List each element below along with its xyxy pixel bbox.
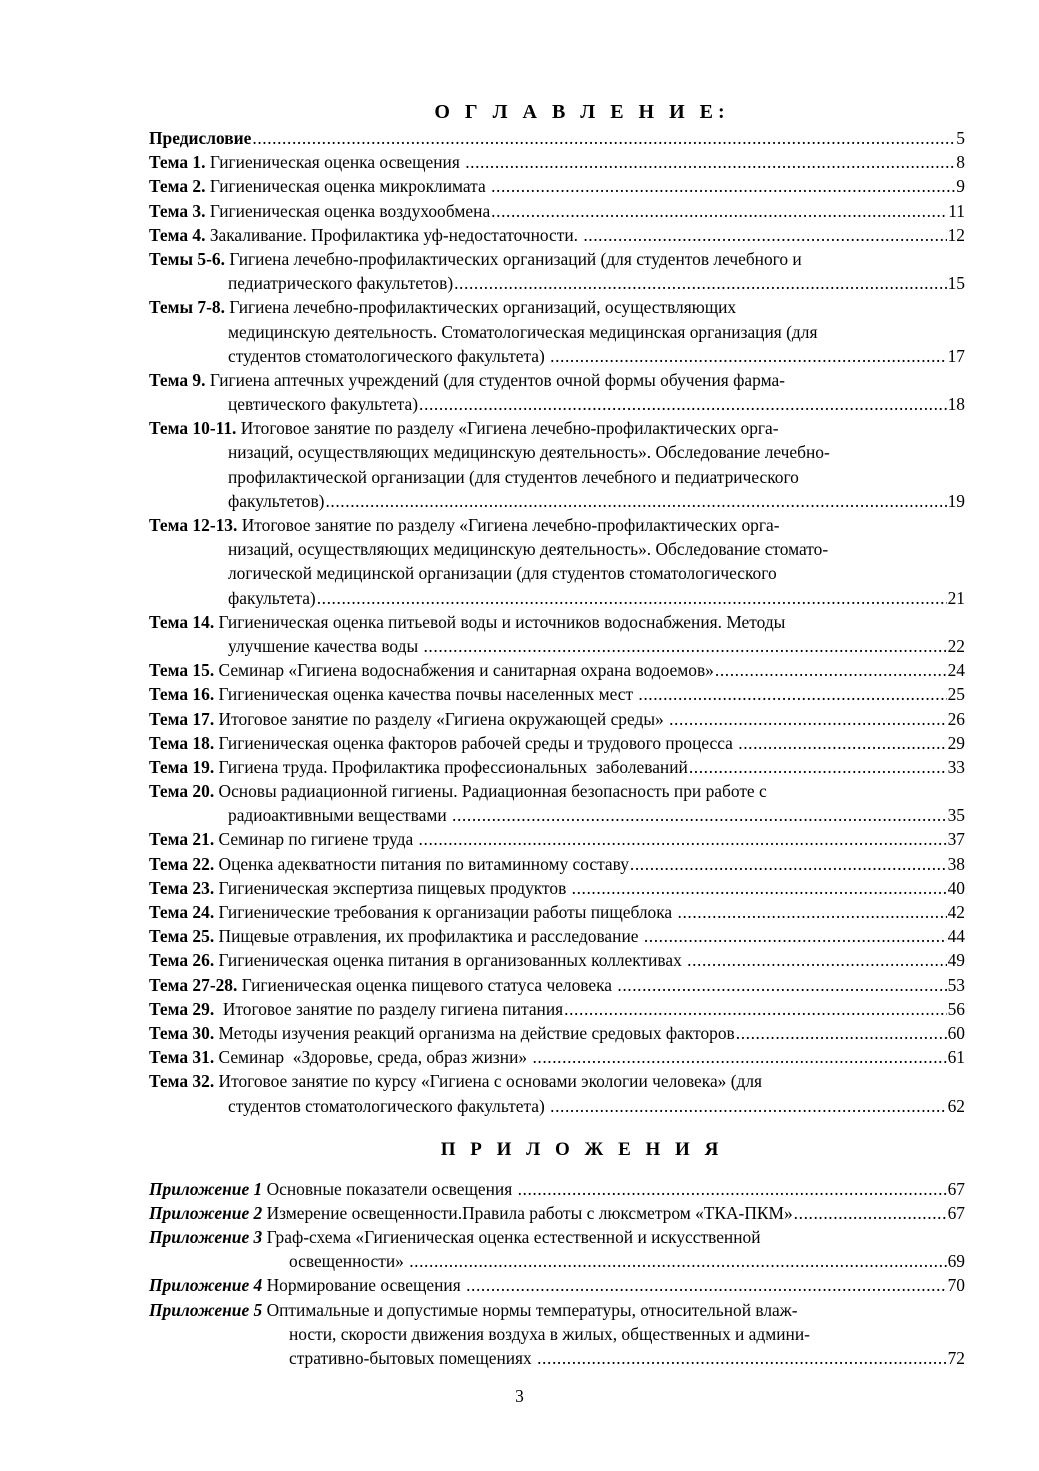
entry-text: Методы изучения реакций организма на действие средовых факторов (214, 1022, 735, 1043)
appendix-entry[interactable] (149, 1298, 965, 1371)
entry-page-number: 25 (947, 684, 965, 705)
toc-entry[interactable] (149, 368, 965, 416)
entry-page-number: 67 (947, 1202, 965, 1223)
entry-label: Тема 17. (149, 708, 215, 729)
toc-entry[interactable] (149, 1069, 965, 1117)
dot-leader (617, 973, 946, 997)
toc-entry[interactable] (149, 126, 965, 150)
entry-line (149, 271, 965, 295)
entry-text: Гигиена труда. Профилактика профессиональных заболеваний (214, 756, 688, 777)
entry-label: Тема 26. (149, 950, 215, 971)
dot-leader (550, 344, 946, 368)
dot-leader (669, 707, 947, 731)
dot-leader (252, 126, 955, 150)
dot-leader (452, 803, 947, 827)
entry-label: Тема 25. (149, 926, 215, 947)
entry-text: Гигиеническая оценка питьевой воды и источников водоснабжения. Методы (214, 611, 786, 632)
entry-text: Гигиеническая оценка качества почвы населенных мест (214, 684, 638, 705)
toc-title: О Г Л А В Л Е Н И Е: (434, 101, 730, 123)
dot-leader (638, 682, 946, 706)
entry-page-number: 17 (947, 345, 965, 366)
entry-line (149, 707, 965, 731)
dot-leader (491, 174, 955, 198)
entry-label: Тема 15. (149, 660, 215, 681)
entry-text: Гигиеническая оценка факторов рабочей среды и трудового процесса (214, 732, 738, 753)
entry-line (149, 223, 965, 247)
entry-line (149, 731, 965, 755)
entry-page-number: 42 (947, 902, 965, 922)
entry-label: Темы 5-6. (149, 248, 225, 269)
entry-label: Тема 10-11. (149, 418, 237, 439)
entry-label: Приложение 4 (149, 1275, 263, 1296)
entry-text: Итоговое занятие по разделу «Гигиена окружающей среды» (214, 708, 669, 729)
entry-page-number: 69 (947, 1251, 965, 1272)
entry-page-number: 67 (947, 1178, 965, 1199)
entry-line (149, 1249, 965, 1273)
entry-line (149, 344, 965, 368)
entry-text: педиатрического факультетов) (228, 273, 454, 294)
entry-line (149, 1225, 965, 1249)
dot-leader (689, 755, 947, 779)
toc-entry[interactable] (149, 876, 965, 900)
toc-entry[interactable] (149, 900, 965, 924)
entry-label: Тема 16. (149, 684, 215, 705)
entry-text: Основы радиационной гигиены. Радиационная безопасность при работе с (214, 781, 767, 802)
entry-label: Предисловие (149, 128, 252, 148)
entry-line (149, 827, 965, 851)
entry-line (149, 1322, 965, 1346)
entry-label: Тема 4. (149, 224, 206, 245)
entry-text: низаций, осуществляющих медицинскую деятельность». Обследование стомато- (228, 539, 829, 560)
toc-entry[interactable] (149, 174, 965, 198)
entry-label: Тема 23. (149, 877, 215, 898)
appendix-list (149, 1177, 965, 1371)
toc-entry[interactable] (149, 513, 965, 610)
entry-label: Тема 9. (149, 369, 206, 390)
entry-text: Итоговое занятие по курсу «Гигиена с основами экологии человека» (для (214, 1071, 763, 1092)
entry-line (149, 1273, 965, 1297)
entry-line (149, 561, 965, 585)
entry-text: ности, скорости движения воздуха в жилых, общественных и админи- (289, 1323, 810, 1344)
dot-leader (518, 1177, 947, 1201)
entry-text: Итоговое занятие по разделу «Гигиена лечебно-профилактических орга- (236, 418, 779, 439)
toc-entry[interactable] (149, 416, 965, 513)
entry-line (149, 586, 965, 610)
toc-entry[interactable] (149, 682, 965, 706)
toc-entry[interactable] (149, 973, 965, 997)
entry-text: Гигиеническая оценка микроклимата (205, 176, 491, 197)
entry-text: Семинар «Здоровье, среда, образ жизни» (214, 1047, 532, 1068)
entry-text: Закаливание. Профилактика уф-недостаточности. (205, 224, 583, 245)
toc-entry[interactable] (149, 707, 965, 731)
entry-text: Нормирование освещения (262, 1275, 466, 1296)
entry-page-number: 60 (947, 1022, 965, 1043)
entry-label: Тема 30. (149, 1022, 215, 1043)
entry-page-number: 35 (947, 805, 965, 826)
toc-entry[interactable] (149, 199, 965, 223)
entry-line (149, 1069, 965, 1093)
entry-line (149, 489, 965, 513)
entry-line (149, 658, 965, 682)
entry-text: Гигиеническая экспертиза пищевых продуктов (214, 877, 571, 898)
appendix-entry[interactable] (149, 1177, 965, 1201)
toc-entry[interactable] (149, 223, 965, 247)
dot-leader (630, 852, 947, 876)
entry-line (149, 368, 965, 392)
entry-line (149, 924, 965, 948)
entry-text: Оценка адекватности питания по витаминному составу (214, 853, 629, 874)
entry-label: Тема 24. (149, 902, 215, 922)
entry-line (149, 973, 965, 997)
entry-page-number: 72 (947, 1348, 965, 1368)
entry-page-number: 21 (947, 587, 965, 608)
entry-line (149, 900, 965, 924)
entry-text: Семинар «Гигиена водоснабжения и санитарная охрана водоемов» (214, 660, 714, 681)
dot-leader (738, 731, 946, 755)
entry-line (149, 948, 965, 972)
dot-leader (419, 392, 947, 416)
entry-text: факультета) (228, 587, 316, 608)
dot-leader (423, 634, 946, 658)
entry-text: Пищевые отравления, их профилактика и расследование (214, 926, 643, 947)
entry-line (149, 174, 965, 198)
entry-page-number: 15 (947, 273, 965, 294)
entry-text: Гигиена лечебно-профилактических организаций, осуществляющих (224, 297, 737, 318)
entry-label: Тема 2. (149, 176, 206, 197)
dot-leader (572, 876, 947, 900)
dot-leader (550, 1094, 946, 1118)
dot-leader (409, 1249, 946, 1273)
entry-label: Тема 31. (149, 1047, 215, 1068)
dot-leader (678, 900, 947, 924)
toc-entry[interactable] (149, 1045, 965, 1069)
entry-text: Основные показатели освещения (262, 1178, 517, 1199)
entry-label: Тема 32. (149, 1071, 215, 1092)
entry-text: Гигиеническая оценка освещения (205, 152, 465, 173)
entry-text: логической медицинской организации (для студентов стоматологического (228, 563, 777, 584)
entry-label: Тема 29. (149, 998, 215, 1019)
toc-entry[interactable] (149, 247, 965, 295)
toc-entry[interactable] (149, 852, 965, 876)
entry-line (149, 513, 965, 537)
dot-leader (687, 948, 946, 972)
dot-leader (325, 489, 946, 513)
dot-leader (465, 150, 955, 174)
entry-text: Гигиеническая оценка воздухообмена (205, 200, 491, 221)
entry-text: цевтического факультета) (228, 394, 419, 415)
entry-line (149, 295, 965, 319)
entry-line (149, 247, 965, 271)
entry-text: стративно-бытовых помещениях (289, 1348, 537, 1368)
dot-leader (454, 271, 947, 295)
toc-entry[interactable] (149, 1021, 965, 1045)
entry-page-number: 8 (956, 152, 965, 173)
entry-line (149, 465, 965, 489)
entry-page-number: 53 (947, 974, 965, 995)
entry-line (149, 610, 965, 634)
page-number: 3 (515, 1386, 524, 1406)
entry-text: низаций, осуществляющих медицинскую деятельность». Обследование лечебно- (228, 442, 830, 463)
toc-entry[interactable] (149, 658, 965, 682)
dot-leader (736, 1021, 947, 1045)
entry-label: Тема 21. (149, 829, 215, 850)
entry-line (149, 779, 965, 803)
entry-line (149, 126, 965, 150)
toc-entry[interactable] (149, 295, 965, 368)
entry-text: факультетов) (228, 490, 325, 511)
entry-label: Тема 19. (149, 756, 215, 777)
entry-label: Тема 14. (149, 611, 215, 632)
toc-entry[interactable] (149, 150, 965, 174)
entry-line (149, 320, 965, 344)
entry-label: Тема 27-28. (149, 974, 238, 995)
entry-line (149, 199, 965, 223)
entry-text: Гигиенические требования к организации работы пищеблока (214, 902, 677, 922)
entry-page-number: 70 (947, 1275, 965, 1296)
entry-line (149, 392, 965, 416)
entry-text: Гигиена лечебно-профилактических организаций (для студентов лечебного и (224, 248, 802, 269)
entry-page-number: 33 (947, 756, 965, 777)
toc-entry[interactable] (149, 755, 965, 779)
entry-line (149, 852, 965, 876)
entry-text: студентов стоматологического факультета) (228, 345, 550, 366)
dot-leader (466, 1273, 947, 1297)
dot-leader (564, 997, 946, 1021)
entry-text: Измерение освещенности.Правила работы с люксметром «ТКА-ПКМ» (262, 1202, 793, 1223)
entry-line (149, 1021, 965, 1045)
entry-line (149, 1177, 965, 1201)
entry-text: Оптимальные и допустимые нормы температуры, относительной влаж- (262, 1299, 798, 1320)
entry-line (149, 150, 965, 174)
entry-label: Тема 20. (149, 781, 215, 802)
entry-page-number: 19 (947, 490, 965, 511)
dot-leader (537, 1346, 947, 1370)
toc-entry[interactable] (149, 948, 965, 972)
entry-line (149, 1346, 965, 1370)
entry-page-number: 29 (947, 732, 965, 753)
entry-text: освещенности» (289, 1251, 409, 1272)
entry-text: радиоактивными веществами (228, 805, 452, 826)
entry-label: Темы 7-8. (149, 297, 225, 318)
entry-text: Итоговое занятие по разделу гигиена питания (214, 998, 564, 1019)
entry-label: Тема 12-13. (149, 515, 238, 535)
entry-page-number: 9 (956, 176, 965, 197)
appendix-entry[interactable] (149, 1225, 965, 1273)
entry-page-number: 18 (947, 394, 965, 415)
entry-line (149, 1298, 965, 1322)
entry-text: улучшение качества воды (228, 635, 423, 656)
entry-line (149, 1094, 965, 1118)
entry-text: студентов стоматологического факультета) (228, 1095, 550, 1116)
entry-line (149, 997, 965, 1021)
entry-page-number: 40 (947, 877, 965, 898)
toc-entry[interactable] (149, 779, 965, 827)
toc-entry[interactable] (149, 924, 965, 948)
dot-leader (794, 1201, 947, 1225)
appendix-entry[interactable] (149, 1201, 965, 1225)
entry-label: Приложение 1 (149, 1178, 263, 1199)
entry-line (149, 682, 965, 706)
entry-page-number: 61 (947, 1047, 965, 1068)
entry-label: Тема 22. (149, 853, 215, 874)
entry-text: Итоговое занятие по разделу «Гигиена лечебно-профилактических орга- (237, 515, 780, 535)
entry-text: Семинар по гигиене труда (214, 829, 418, 850)
toc-entry[interactable] (149, 731, 965, 755)
entry-page-number: 62 (947, 1095, 965, 1116)
entry-page-number: 49 (947, 950, 965, 971)
entry-text: Гигиеническая оценка пищевого статуса человека (237, 974, 617, 995)
entry-page-number: 44 (947, 926, 965, 947)
entry-page-number: 38 (947, 853, 965, 874)
entry-text: медицинскую деятельность. Стоматологическая медицинская организация (для (228, 321, 818, 342)
entry-text: Граф-схема «Гигиеническая оценка естественной и искусственной (262, 1227, 761, 1248)
entry-line (149, 440, 965, 464)
entry-page-number: 12 (947, 224, 965, 245)
toc-entry[interactable] (149, 827, 965, 851)
dot-leader (419, 827, 947, 851)
entry-text: Гигиена аптечных учреждений (для студентов очной формы обучения фарма- (205, 369, 785, 390)
entry-text: Гигиеническая оценка питания в организованных коллективах (214, 950, 687, 971)
entry-line (149, 537, 965, 561)
entry-label: Тема 1. (149, 152, 206, 173)
entry-line (149, 416, 965, 440)
entry-line (149, 634, 965, 658)
appendix-entry[interactable] (149, 1273, 965, 1297)
document-page (149, 98, 965, 1370)
entry-line (149, 876, 965, 900)
appendix-title: П Р И Л О Ж Е Н И Я (440, 1138, 724, 1160)
entry-label: Тема 18. (149, 732, 215, 753)
entry-line (149, 1201, 965, 1225)
toc-entry[interactable] (149, 610, 965, 658)
entry-page-number: 56 (947, 998, 965, 1019)
entry-line (149, 803, 965, 827)
entry-page-number: 37 (947, 829, 965, 850)
dot-leader (532, 1045, 946, 1069)
entry-page-number: 24 (947, 660, 965, 681)
entry-text: профилактической организации (для студентов лечебного и педиатрического (228, 466, 799, 487)
entry-page-number: 26 (947, 708, 965, 729)
toc-entry[interactable] (149, 997, 965, 1021)
entry-label: Тема 3. (149, 200, 206, 221)
dot-leader (644, 924, 947, 948)
toc-list (149, 126, 965, 1118)
entry-label: Приложение 2 (149, 1202, 263, 1223)
dot-leader (317, 586, 947, 610)
entry-line (149, 1045, 965, 1069)
entry-page-number: 22 (947, 635, 965, 656)
entry-page-number: 11 (948, 200, 965, 221)
entry-page-number: 5 (956, 128, 965, 148)
entry-label: Приложение 3 (149, 1227, 263, 1248)
dot-leader (715, 658, 947, 682)
entry-label: Приложение 5 (149, 1299, 263, 1320)
dot-leader (491, 199, 947, 223)
entry-line (149, 755, 965, 779)
dot-leader (583, 223, 946, 247)
